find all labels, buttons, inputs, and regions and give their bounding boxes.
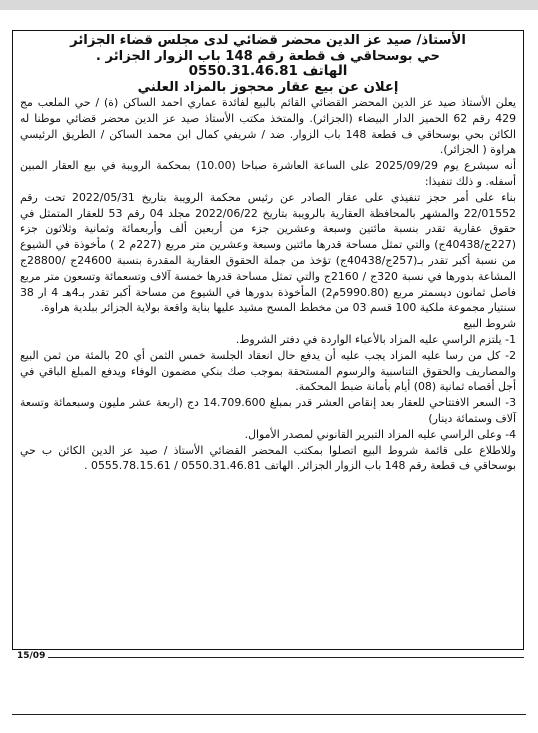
notice-paragraph-intro: يعلن الأستاذ صيد عز الدين المحضر القضائي القائم بالبيع لفائدة عماري احمد الساكن (ة) / حي الملعب مج 429 رقم 62 الحميز الدار البيضاء (الجزائر). والمتخذ مكتب الأستاذ صيد عز الدين محضر قضائي موطنا له الكائن بحي بوسحاقي ف قطعة 148 باب الزوار. ضد / شريفي كمال ابن محمد الساكن / الطريق الرئيسي هراوة ( الجزائر). [20, 96, 517, 157]
notice-contact: وللاطلاع على قائمة شروط البيع اتصلوا بمكتب المحضر القضائي الأستاذ / صيد عز الدين الكائن ب حي بوسحاقي ف قطعة رقم 148 باب الزوار الجزائر. الهاتف 0550.31.46.81 / 0555.78.15.61 . [20, 443, 516, 473]
notice-condition-1: 1- يلتزم الراسي عليه المزاد بالأعباء الواردة في دفتر الشروط. [235, 332, 516, 346]
notice-condition-3: 3- السعر الافتتاحي للعقار بعد إنقاص العشر قدر بمبلغ 14.709.600 دج (اربعة عشر مليون وسبعمائة وتسعة آلاف وستمائة دينار) [20, 396, 516, 425]
notice-title: إعلان عن بيع عقار محجوز بالمزاد العلني [137, 79, 399, 95]
notice-body [20, 95, 516, 474]
notice-conditions-heading: شروط البيع [463, 317, 516, 331]
notice-condition-4: 4- وعلى الراسي عليه المزاد التبرير القانوني لمصدر الأموال. [244, 427, 516, 441]
notice-header-line2: حي بوسحاقي ف قطعة رقم 148 باب الزوار الجزائر . [95, 48, 441, 64]
date-divider-line [48, 657, 524, 658]
notice-condition-2: 2- كل من رسا عليه المزاد يجب عليه أن يدفع حال انعقاد الجلسة خمس الثمن أي 20 بالمئة من ثمن البيع والمصاريف والحقوق التناسبية والرسوم المستحقة بموجب صك بنكي مضمون الوفاء ويدفع المبلغ الباقي في أجل أقصاه ثمانية (08) أيام بأمانة ضبط المحكمة. [20, 348, 516, 394]
bottom-divider-line [12, 714, 526, 715]
top-page-strip [0, 0, 538, 10]
legal-notice-box [12, 30, 524, 650]
notice-paragraph-date: أنه سيشرع يوم 2025/09/29 على الساعة العاشرة صباحا (10.00) بمحكمة الرويبة في بيع العقار المبين أسفله. و ذلك تنفيذا: [20, 159, 516, 188]
publication-date-tag: 15/09 [17, 651, 46, 661]
notice-header-phone: الهاتف 0550.31.46.81 [188, 63, 348, 79]
notice-header-line1: الأستاذ/ صيد عز الدين محضر قضائي لدى مجلس قضاء الجزائر [70, 33, 466, 48]
notice-paragraph-property: بناء على أمر حجز تنفيذي على عقار الصادر عن رئيس محكمة الرويبة بتاريخ 2022/05/31 تحت رقم 22/01552 والمشهر بالمحافظة العقارية بالرويبة بتاريخ 2022/06/22 مجلد 04 رقم 53 للعقار المتمثل في حقوق عقارية تقدر بنسبة مائتين وسبعة وعشرين جزء من أربعين ألف وأربعمائة وثمانية وثلاثون جزء (227ج/40438ج) والتي تمثل مساحة قدرها مائتين وسبعة وعشرين متر مربع (227م 2 ) مأخوذة في الشيوع من نسبة أكبر تقدر بـ(257ج/40438ج) تؤخذ من جملة الحقوق العقارية المقدرة بنسبة 24600ج /28800ج المشاعة بدورها في نسبة 320ج / 2160ج والتي تمثل مساحة قدرها خمسة آلاف وتسعمائة وتسعون متر مربع فاصل ثمانون ديسمتر مربع (5990.80م2) المأخوذة بدورها في الشيوع من مساحة أكبر تقدر بـ4هـ 4 ار 38 سنتيار مجموعة ملكية 100 قسم 03 من مخطط المسح مشيد عليها بناية واقعة بولاية الجزائر ببلدية هراوة. [20, 190, 516, 315]
